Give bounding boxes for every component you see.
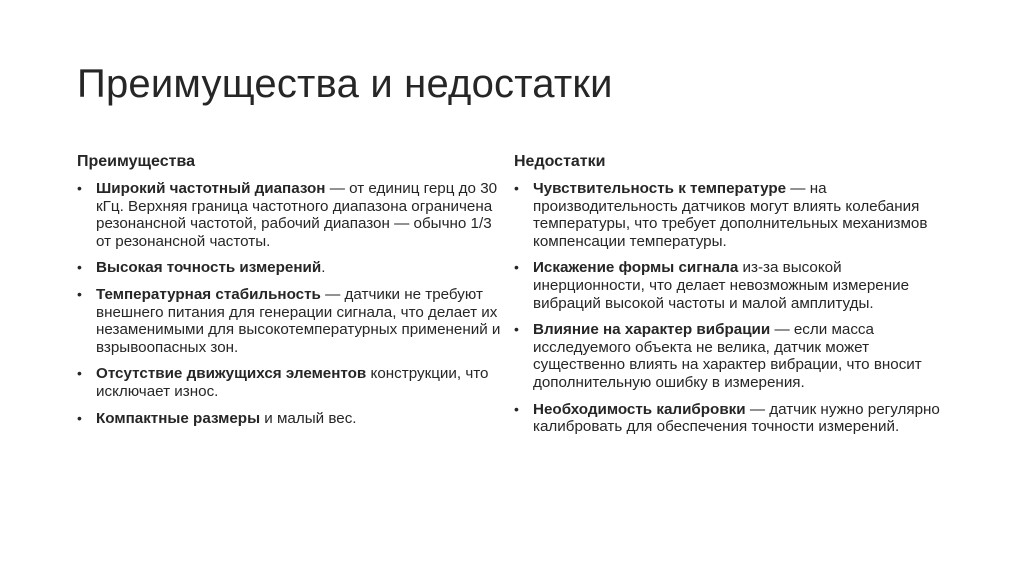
bullet-icon: •: [514, 400, 519, 417]
item-bold: Высокая точность измерений: [96, 259, 322, 277]
item-bold: Широкий частотный диапазон: [96, 180, 326, 197]
list-item: [77, 410, 501, 428]
item-bold: Чувствительность к температуре: [533, 180, 787, 197]
item-bold: Температурная стабильность: [96, 285, 321, 303]
item-text: конструкции, что исключает износ.: [96, 365, 489, 400]
advantages-list: [77, 180, 501, 427]
item-text: — если масса исследуемого объекта не велика, датчик может существенно влиять на характер вибрации, что вносит дополнительную ошибку в измерения.: [533, 321, 922, 391]
item-bold: Искажение формы сигнала: [533, 259, 739, 277]
list-item: [77, 259, 501, 277]
advantages-header: Преимущества: [77, 153, 195, 170]
item-bold: Необходимость калибровки: [533, 400, 746, 418]
item-text: — датчик нужно регулярно калибровать для обеспечения точности измерений.: [533, 400, 940, 436]
slide-title: Преимущества и недостатки: [77, 62, 613, 106]
bullet-icon: •: [77, 285, 82, 302]
disadvantages-header: Недостатки: [514, 153, 606, 170]
advantages-column: [77, 152, 501, 436]
list-item: [77, 365, 501, 400]
disadvantages-column: [514, 152, 952, 445]
bullet-icon: •: [514, 180, 519, 196]
list-item: [514, 180, 952, 250]
item-bold: Компактные размеры: [96, 409, 261, 427]
item-text: — датчики не требуют внешнего питания для генерации сигнала, что делает их незаменимыми для высокотемпературных применений и взрывоопасных зон.: [96, 285, 501, 356]
item-text: и малый вес.: [260, 409, 357, 427]
disadvantages-list: [514, 180, 952, 436]
bullet-icon: •: [514, 259, 519, 276]
bullet-icon: •: [77, 409, 82, 426]
item-text: из-за высокой инерционности, что делает невозможным измерение вибраций высокой частоты и малой амплитуды.: [533, 259, 910, 312]
bullet-icon: •: [77, 259, 82, 276]
list-item: [514, 259, 952, 312]
item-text: — на производительность датчиков могут влиять колебания температуры, что требует дополнительных механизмов компенсации температуры.: [533, 180, 928, 250]
list-item: [77, 180, 501, 250]
bullet-icon: •: [77, 365, 82, 382]
list-item: [514, 401, 952, 436]
item-text: .: [321, 259, 326, 277]
item-text: — от единиц герц до 30 кГц. Верхняя граница частотного диапазона ограничена резонансной частотой, рабочий диапазон — обычно 1/3 от резонансной частоты.: [96, 180, 498, 250]
item-bold: Отсутствие движущихся элементов: [96, 365, 367, 383]
list-item: [514, 321, 952, 391]
bullet-icon: •: [77, 180, 82, 196]
item-bold: Влияние на характер вибрации: [533, 321, 771, 339]
list-item: [77, 286, 501, 356]
bullet-icon: •: [514, 321, 519, 338]
